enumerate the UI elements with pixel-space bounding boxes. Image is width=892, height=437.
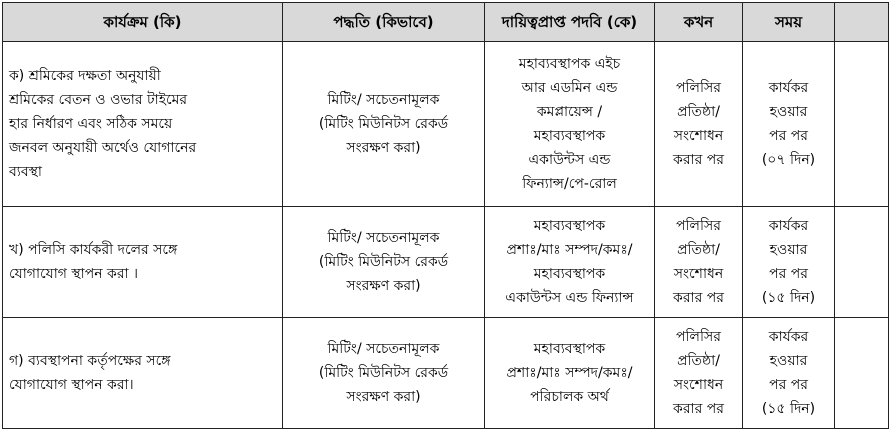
cell-line: ক) শ্রমিকের দক্ষতা অনুযায়ী [9, 68, 161, 84]
cell-line: মিটিং/ সচেতনামূলক [327, 341, 440, 357]
cell-line: পর পর [769, 128, 808, 144]
cell-line: করার পর [673, 290, 724, 306]
cell-line: শ্রমিকের বেতন ও ওভার টাইমের [9, 92, 188, 108]
table-row [3, 207, 889, 318]
cell-line: (মিটিং মিউনিটস রেকর্ড [318, 116, 449, 132]
cell-line: মহাব্যবস্থাপক [533, 341, 606, 357]
cell-line: ব্যবস্থা [9, 164, 42, 180]
cell-line: মহাব্যবস্থাপক [533, 218, 606, 234]
cell-line: মহাব্যবস্থাপক এইচ [518, 56, 621, 72]
cell-line: গ) ব্যবস্থাপনা কর্তৃপক্ষের সঙ্গে [9, 353, 171, 369]
cell-line: হওয়ার [769, 242, 808, 258]
cell-work [3, 207, 283, 318]
cell-line: পর পর [769, 377, 808, 393]
cell-line: পলিসির [676, 218, 721, 234]
cell-line: করার পর [673, 401, 724, 417]
cell-time [743, 318, 835, 429]
cell-when [655, 318, 743, 429]
cell-line: সংরক্ষণ করা) [346, 389, 421, 405]
cell-work [3, 318, 283, 429]
cell-responsible [485, 207, 655, 318]
cell-line: যোগাযোগ স্থাপন করা । [9, 266, 139, 282]
cell-when [655, 207, 743, 318]
cell-responsible [485, 318, 655, 429]
action-plan-table [2, 2, 889, 429]
cell-line: প্রতিষ্ঠা/ [677, 353, 720, 369]
cell-line: প্রশাঃ/মাঃ সম্পদ/কমঃ/ [506, 242, 633, 258]
cell-line: হওয়ার [769, 104, 808, 120]
cell-line: (১৫ দিন) [761, 401, 816, 417]
table-row [3, 318, 889, 429]
cell-method [283, 42, 485, 207]
cell-line: প্রতিষ্ঠা/ [677, 104, 720, 120]
cell-line: জনবল অনুযায়ী অর্থেও যোগানের [9, 140, 197, 156]
cell-method [283, 318, 485, 429]
cell-line: প্রশাঃ/মাঃ সম্পদ/কমঃ/ [506, 365, 633, 381]
cell-method [283, 207, 485, 318]
cell-line: মিটিং/ সচেতনামূলক [327, 92, 440, 108]
cell-line: সংশোধন [673, 377, 724, 393]
cell-line: কার্যকর [768, 80, 809, 96]
cell-responsible [485, 42, 655, 207]
cell-line: পলিসির [676, 80, 721, 96]
header-row [3, 3, 889, 42]
cell-line: (মিটিং মিউনিটস রেকর্ড [318, 365, 449, 381]
cell-line: সংশোধন [673, 128, 724, 144]
cell-work [3, 42, 283, 207]
header-work: কার্যক্রম (কি) [3, 3, 283, 42]
cell-line: কমপ্লায়েন্স / [536, 104, 603, 120]
cell-line: হওয়ার [769, 353, 808, 369]
cell-blank [835, 318, 889, 429]
cell-line: পলিসির [676, 329, 721, 345]
cell-line: (১৫ দিন) [761, 290, 816, 306]
cell-blank [835, 42, 889, 207]
cell-line: কার্যকর [768, 218, 809, 234]
header-responsible: দায়িত্বপ্রাপ্ত পদবি (কে) [485, 3, 655, 42]
cell-line: আর এডমিন এন্ড [521, 80, 618, 96]
header-time: সময় [743, 3, 835, 42]
cell-line: করার পর [673, 152, 724, 168]
cell-line: খ) পলিসি কার্যকরী দলের সঙ্গে [9, 242, 178, 258]
header-when: কখন [655, 3, 743, 42]
cell-line: সংরক্ষণ করা) [346, 140, 421, 156]
cell-time [743, 207, 835, 318]
cell-line: (০৭ দিন) [761, 152, 816, 168]
cell-line: পর পর [769, 266, 808, 282]
cell-line: মিটিং/ সচেতনামূলক [327, 230, 440, 246]
cell-line: কার্যকর [768, 329, 809, 345]
cell-line: সংশোধন [673, 266, 724, 282]
cell-time [743, 42, 835, 207]
cell-line: যোগাযোগ স্থাপন করা। [9, 377, 134, 393]
cell-line: মহাব্যবস্থাপক [533, 128, 606, 144]
cell-line: হার নির্ধারণ এবং সঠিক সময়ে [9, 116, 173, 132]
header-method: পদ্ধতি (কিভাবে) [283, 3, 485, 42]
cell-line: (মিটিং মিউনিটস রেকর্ড [318, 254, 449, 270]
cell-line: একাউন্টস এন্ড ফিন্যান্স [505, 290, 634, 306]
cell-line: পরিচালক অর্থ [530, 389, 609, 405]
cell-line: মহাব্যবস্থাপক [533, 266, 606, 282]
cell-line: ফিন্যান্স/পে-রোল [522, 176, 617, 192]
cell-line: একাউন্টস এন্ড [528, 152, 611, 168]
cell-line: সংরক্ষণ করা) [346, 278, 421, 294]
table-row [3, 42, 889, 207]
cell-line: প্রতিষ্ঠা/ [677, 242, 720, 258]
cell-blank [835, 207, 889, 318]
header-blank [835, 3, 889, 42]
cell-when [655, 42, 743, 207]
